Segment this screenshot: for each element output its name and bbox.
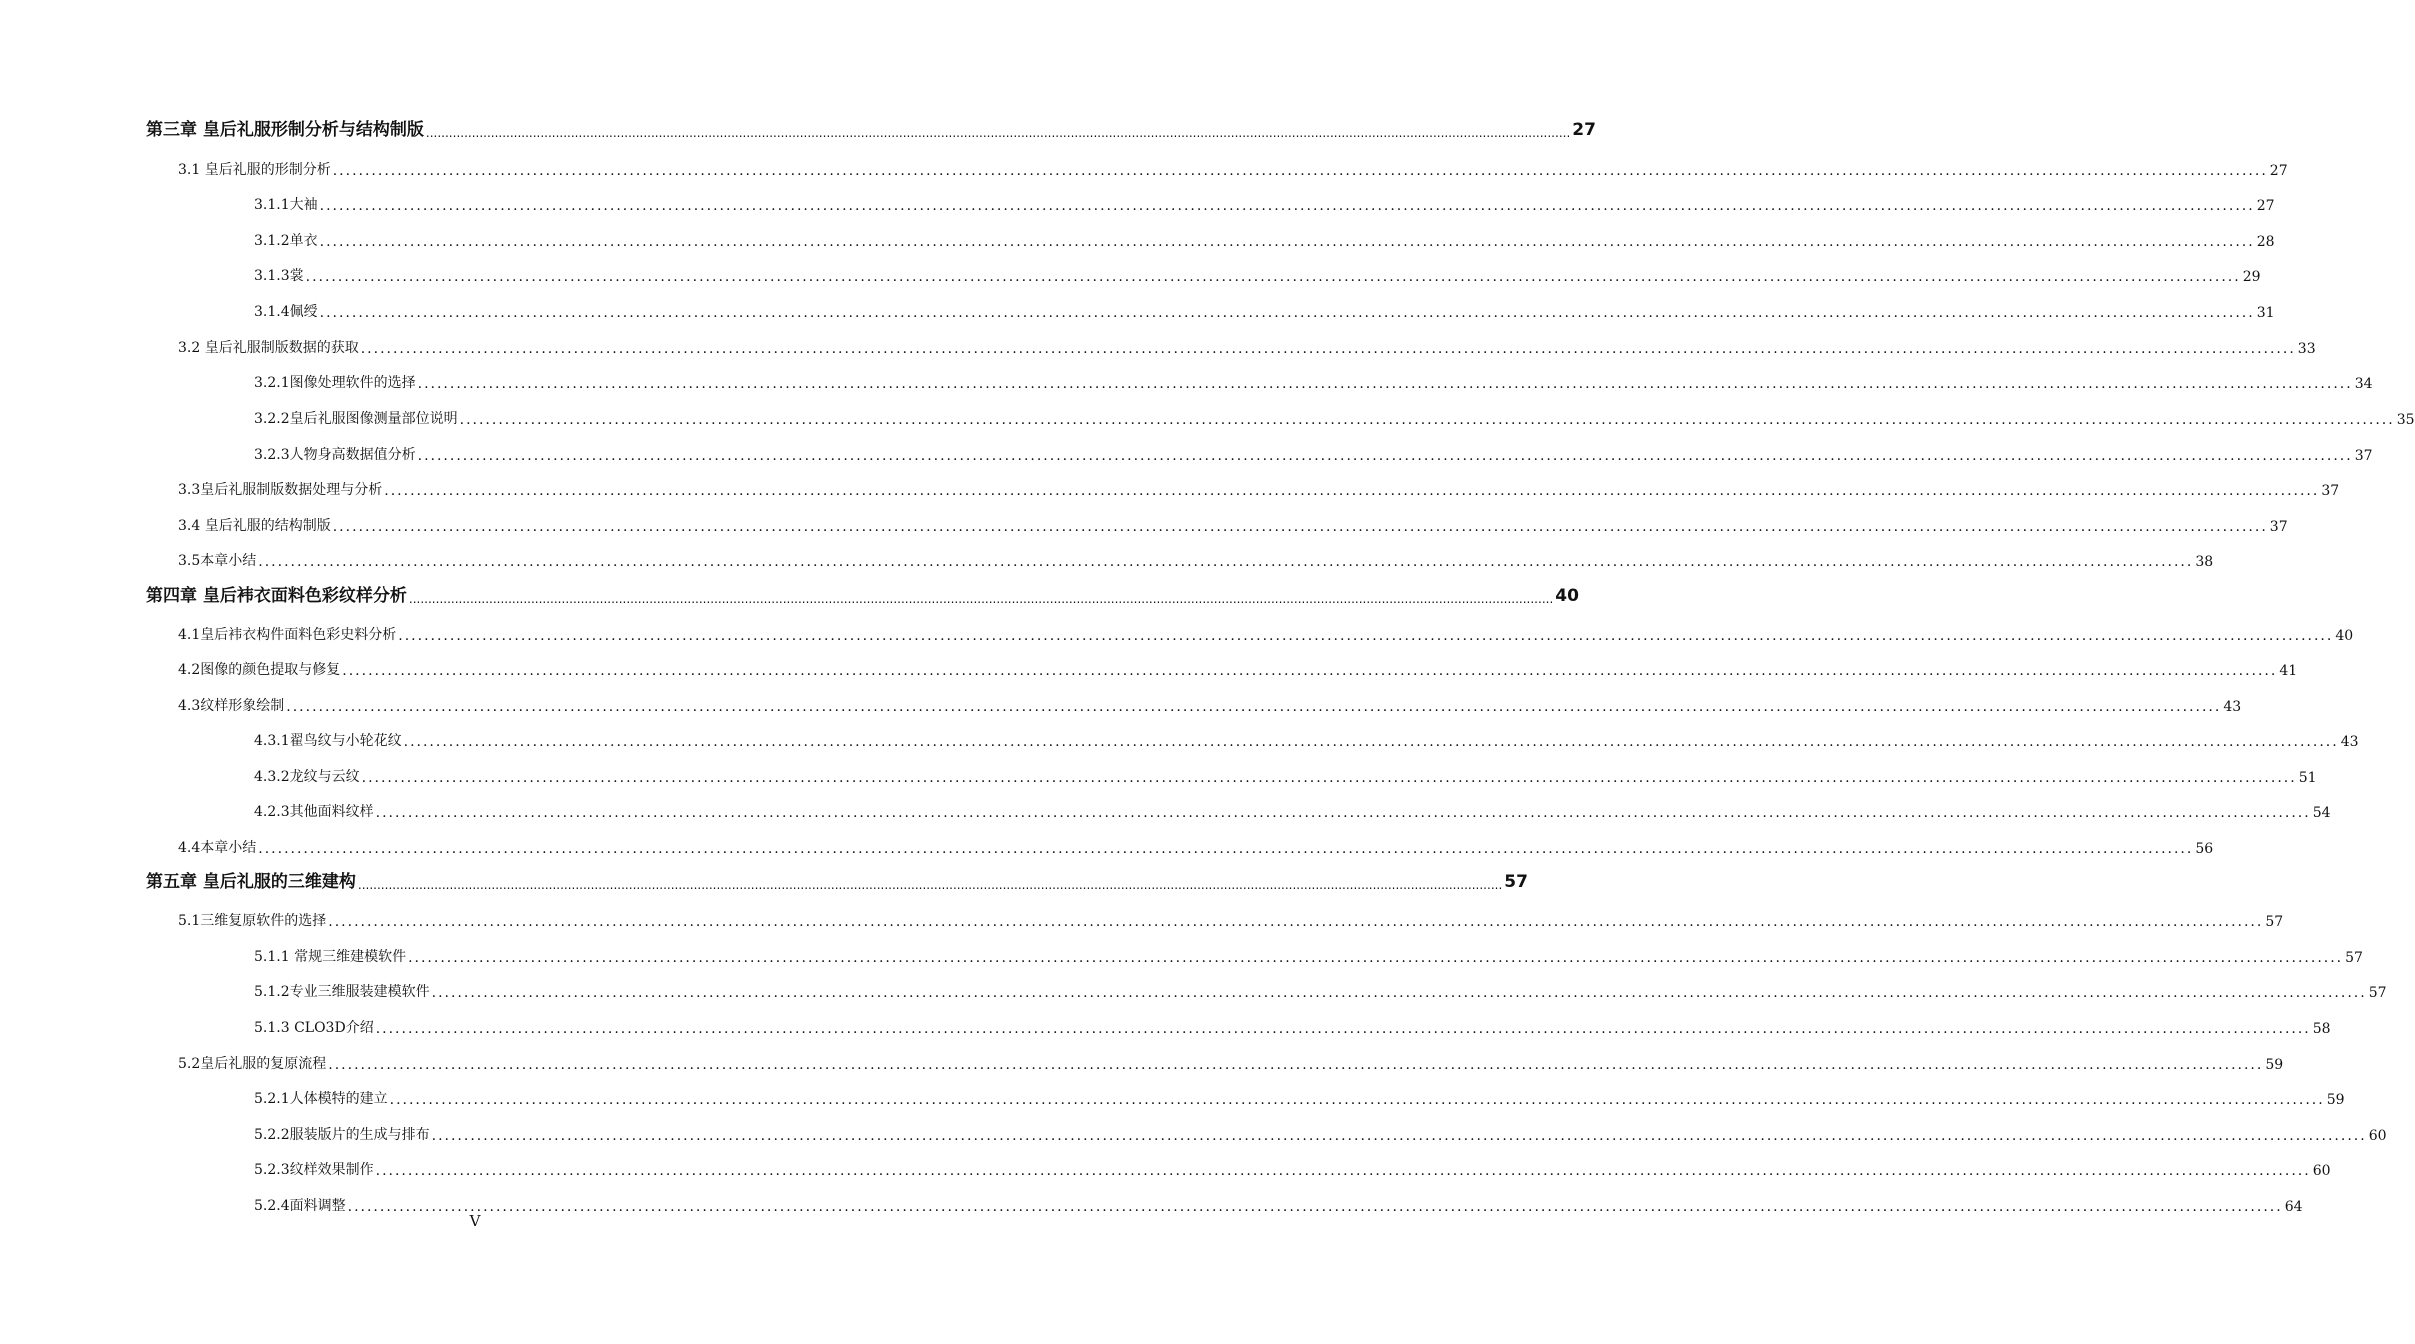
- toc-entry-page-number: 34: [2354, 376, 2373, 392]
- toc-entry-title: 3.2.3人物身高数据值分析: [254, 447, 416, 463]
- toc-section-entry[interactable]: [178, 904, 2284, 930]
- toc-entry-title: 4.3.2龙纹与云纹: [254, 769, 360, 785]
- toc-subsection-entry[interactable]: [254, 1118, 2387, 1144]
- toc-subsection-entry[interactable]: [254, 1011, 2331, 1037]
- toc-entry-page-number: 43: [2223, 699, 2242, 715]
- toc-entry-title: 5.2皇后礼服的复原流程: [178, 1056, 327, 1072]
- toc-entry-page-number: 27: [2256, 198, 2275, 214]
- toc-dot-leader: ............................................................................................................................................................................................................................................................................................................: [389, 1092, 2325, 1108]
- toc-entry-page-number: 58: [2312, 1021, 2331, 1037]
- toc-entry-page-number: 35: [2396, 412, 2415, 428]
- toc-dot-leader: ............................................................................................................................................................................................................................................................................................................: [360, 341, 2296, 357]
- toc-entry-page-number: 37: [2269, 519, 2288, 535]
- toc-entry-title: 4.3纹样形象绘制: [178, 698, 285, 714]
- toc-section-entry[interactable]: [178, 544, 2214, 570]
- toc-entry-title: 3.1.3裳: [254, 268, 304, 284]
- toc-dot-leader: ............................................................................................................................................................................................................................................................................................................: [408, 950, 2344, 966]
- toc-dot-leader: ............................................................................................................................................................................................................................................................................................................: [319, 234, 2255, 250]
- toc-entry-page-number: 57: [2265, 914, 2284, 930]
- toc-dot-leader: ............................................................................................................................................................................................................................................................................................................: [417, 448, 2353, 464]
- toc-dot-leader: ............................................................................................................................................................................................................................................................................................................: [408, 592, 1554, 606]
- toc-section-entry[interactable]: [178, 331, 2316, 357]
- toc-dot-leader: ............................................................................................................................................................................................................................................................................................................: [384, 483, 2320, 499]
- toc-subsection-entry[interactable]: [254, 224, 2275, 250]
- toc-entry-page-number: 33: [2297, 341, 2316, 357]
- toc-dot-leader: ............................................................................................................................................................................................................................................................................................................: [342, 663, 2278, 679]
- toc-subsection-entry[interactable]: [254, 295, 2275, 321]
- toc-section-entry[interactable]: [178, 153, 2288, 179]
- toc-chapter-entry[interactable]: [146, 866, 1528, 892]
- toc-subsection-entry[interactable]: [254, 402, 2415, 428]
- toc-entry-title: 第三章 皇后礼服形制分析与结构制版: [146, 120, 424, 140]
- toc-entry-title: 3.2.2皇后礼服图像测量部位说明: [254, 411, 458, 427]
- toc-section-entry[interactable]: [178, 831, 2214, 857]
- toc-subsection-entry[interactable]: [254, 1153, 2331, 1179]
- toc-subsection-entry[interactable]: [254, 975, 2387, 1001]
- toc-entry-title: 5.1.2专业三维服装建模软件: [254, 984, 430, 1000]
- toc-dot-leader: ............................................................................................................................................................................................................................................................................................................: [425, 126, 1571, 140]
- toc-entry-page-number: 27: [1572, 120, 1596, 140]
- toc-entry-title: 3.1.2单衣: [254, 233, 318, 249]
- toc-entry-page-number: 40: [1555, 586, 1579, 606]
- toc-chapter-entry[interactable]: [146, 580, 1579, 606]
- toc-entry-page-number: 57: [2345, 950, 2363, 966]
- toc-entry-title: 3.5本章小结: [178, 553, 257, 569]
- toc-entry-page-number: 60: [2368, 1128, 2387, 1144]
- toc-entry-title: 3.1.4佩绶: [254, 304, 318, 320]
- toc-dot-leader: ............................................................................................................................................................................................................................................................................................................: [258, 554, 2194, 570]
- toc-entry-page-number: 37: [2321, 483, 2340, 499]
- toc-entry-page-number: 57: [2368, 985, 2387, 1001]
- toc-section-entry[interactable]: [178, 689, 2242, 715]
- toc-entry-title: 4.3.1翟鸟纹与小轮花纹: [254, 733, 402, 749]
- toc-subsection-entry[interactable]: [254, 188, 2275, 214]
- toc-dot-leader: ............................................................................................................................................................................................................................................................................................................: [328, 914, 2264, 930]
- toc-dot-leader: ............................................................................................................................................................................................................................................................................................................: [258, 841, 2194, 857]
- toc-section-entry[interactable]: [178, 509, 2288, 535]
- toc-entry-title: 4.4本章小结: [178, 840, 257, 856]
- toc-entry-page-number: 40: [2335, 628, 2354, 644]
- toc-entry-page-number: 57: [1504, 872, 1528, 892]
- toc-dot-leader: ............................................................................................................................................................................................................................................................................................................: [347, 1199, 2283, 1215]
- toc-dot-leader: ............................................................................................................................................................................................................................................................................................................: [375, 805, 2311, 821]
- toc-entry-title: 3.3皇后礼服制版数据处理与分析: [178, 482, 383, 498]
- toc-dot-leader: ............................................................................................................................................................................................................................................................................................................: [332, 163, 2268, 179]
- toc-entry-title: 5.2.3纹样效果制作: [254, 1162, 374, 1178]
- toc-entry-title: 5.2.2服装版片的生成与排布: [254, 1127, 430, 1143]
- toc-entry-page-number: 59: [2265, 1057, 2284, 1073]
- toc-dot-leader: ............................................................................................................................................................................................................................................................................................................: [403, 734, 2339, 750]
- toc-dot-leader: ............................................................................................................................................................................................................................................................................................................: [375, 1163, 2311, 1179]
- toc-chapter-entry[interactable]: [146, 114, 1596, 140]
- toc-entry-page-number: 43: [2340, 734, 2359, 750]
- toc-entry-title: 5.1三维复原软件的选择: [178, 913, 327, 929]
- toc-entry-page-number: 31: [2256, 305, 2275, 321]
- toc-section-entry[interactable]: [178, 1047, 2284, 1073]
- toc-subsection-entry[interactable]: [254, 940, 2363, 966]
- toc-dot-leader: ............................................................................................................................................................................................................................................................................................................: [431, 1128, 2367, 1144]
- toc-dot-leader: ............................................................................................................................................................................................................................................................................................................: [375, 1021, 2311, 1037]
- toc-entry-page-number: 37: [2354, 448, 2373, 464]
- toc-entry-title: 3.4 皇后礼服的结构制版: [178, 518, 331, 534]
- toc-entry-page-number: 38: [2195, 554, 2214, 570]
- toc-dot-leader: ............................................................................................................................................................................................................................................................................................................: [361, 770, 2297, 786]
- toc-entry-title: 5.1.3 CLO3D介绍: [254, 1020, 374, 1036]
- toc-entry-title: 4.2.3其他面料纹样: [254, 804, 374, 820]
- toc-entry-page-number: 56: [2195, 841, 2214, 857]
- toc-subsection-entry[interactable]: [254, 366, 2373, 392]
- toc-entry-page-number: 41: [2279, 663, 2298, 679]
- toc-entry-title: 5.2.1人体模特的建立: [254, 1091, 388, 1107]
- toc-entry-page-number: 51: [2298, 770, 2317, 786]
- toc-subsection-entry[interactable]: [254, 760, 2317, 786]
- toc-entry-title: 3.1.1大袖: [254, 197, 318, 213]
- toc-entry-page-number: 29: [2242, 269, 2261, 285]
- toc-entry-page-number: 54: [2312, 805, 2331, 821]
- toc-dot-leader: ............................................................................................................................................................................................................................................................................................................: [286, 699, 2222, 715]
- toc-entry-page-number: 64: [2284, 1199, 2303, 1215]
- toc-dot-leader: ............................................................................................................................................................................................................................................................................................................: [459, 412, 2395, 428]
- toc-dot-leader: ............................................................................................................................................................................................................................................................................................................: [357, 878, 1503, 892]
- toc-entry-title: 3.2.1图像处理软件的选择: [254, 375, 416, 391]
- toc-dot-leader: ............................................................................................................................................................................................................................................................................................................: [328, 1057, 2264, 1073]
- toc-entry-title: 5.1.1 常规三维建模软件: [254, 949, 407, 965]
- toc-dot-leader: ............................................................................................................................................................................................................................................................................................................: [332, 519, 2268, 535]
- toc-subsection-entry[interactable]: [254, 795, 2331, 821]
- toc-entry-page-number: 27: [2269, 163, 2288, 179]
- toc-section-entry[interactable]: [178, 473, 2340, 499]
- toc-entry-page-number: 28: [2256, 234, 2275, 250]
- toc-entry-title: 第四章 皇后袆衣面料色彩纹样分析: [146, 586, 407, 606]
- toc-dot-leader: ............................................................................................................................................................................................................................................................................................................: [305, 269, 2241, 285]
- toc-subsection-entry[interactable]: [254, 724, 2359, 750]
- toc-section-entry[interactable]: [178, 653, 2298, 679]
- toc-entry-title: 5.2.4面料调整: [254, 1198, 346, 1214]
- toc-subsection-entry[interactable]: [254, 1082, 2345, 1108]
- toc-entry-title: 4.1皇后袆衣构件面料色彩史料分析: [178, 627, 397, 643]
- toc-entry-page-number: 60: [2312, 1163, 2331, 1179]
- toc-entry-title: 4.2图像的颜色提取与修复: [178, 662, 341, 678]
- toc-entry-title: 第五章 皇后礼服的三维建构: [146, 872, 356, 892]
- toc-dot-leader: ............................................................................................................................................................................................................................................................................................................: [319, 305, 2255, 321]
- toc-entry-title: 3.2 皇后礼服制版数据的获取: [178, 340, 359, 356]
- toc-subsection-entry[interactable]: [254, 438, 2373, 464]
- toc-entry-title: 3.1 皇后礼服的形制分析: [178, 162, 331, 178]
- toc-dot-leader: ............................................................................................................................................................................................................................................................................................................: [417, 376, 2353, 392]
- toc-dot-leader: ............................................................................................................................................................................................................................................................................................................: [398, 628, 2334, 644]
- toc-section-entry[interactable]: [178, 618, 2354, 644]
- toc-dot-leader: ............................................................................................................................................................................................................................................................................................................: [319, 198, 2255, 214]
- toc-entry-page-number: 59: [2326, 1092, 2345, 1108]
- page-footer-number: V: [469, 1212, 481, 1230]
- toc-dot-leader: ............................................................................................................................................................................................................................................................................................................: [431, 985, 2367, 1001]
- toc-subsection-entry[interactable]: [254, 259, 2261, 285]
